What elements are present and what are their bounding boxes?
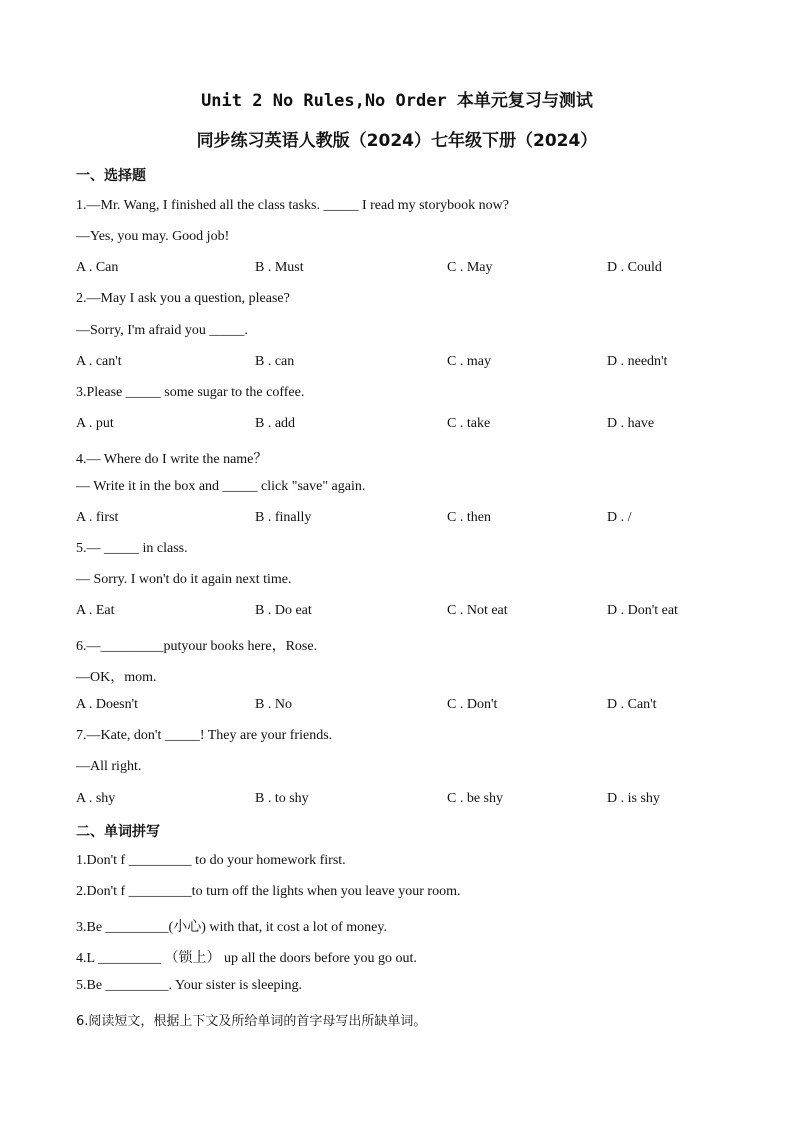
spelling-item-2: 2.Don't f _________to turn off the lights when you leave your room.: [76, 884, 461, 899]
question-3-option-c[interactable]: C . take: [447, 416, 491, 431]
question-2-reply: —Sorry, I'm afraid you _____.: [76, 323, 248, 338]
question-6-stem: 6.—_________putyour books here，Rose.: [76, 639, 318, 654]
question-6-reply: —OK，mom.: [76, 670, 157, 685]
section-heading-spelling: 二、单词拼写: [76, 824, 160, 840]
question-7-option-d[interactable]: D . is shy: [607, 791, 660, 806]
question-1-option-b[interactable]: B . Must: [255, 260, 304, 275]
question-1-option-c[interactable]: C . May: [447, 260, 493, 275]
question-7-option-c[interactable]: C . be shy: [447, 791, 503, 806]
spelling-item-1: 1.Don't f _________ to do your homework first.: [76, 853, 346, 868]
question-2-stem: 2.—May I ask you a question, please?: [76, 291, 290, 306]
question-7-option-b[interactable]: B . to shy: [255, 791, 309, 806]
question-6-option-d[interactable]: D . Can't: [607, 697, 657, 712]
question-5-reply: — Sorry. I won't do it again next time.: [76, 572, 292, 587]
spelling-item-3: 3.Be _________(小心) with that, it cost a lot of money.: [76, 920, 387, 935]
question-5-option-a[interactable]: A . Eat: [76, 603, 115, 618]
question-2-option-a[interactable]: A . can't: [76, 354, 122, 369]
question-1-option-a[interactable]: A . Can: [76, 260, 119, 275]
question-6-option-c[interactable]: C . Don't: [447, 697, 498, 712]
question-3-option-b[interactable]: B . add: [255, 416, 296, 431]
page-subtitle: 同步练习英语人教版（2024）七年级下册（2024）: [196, 131, 598, 151]
question-7-reply: —All right.: [76, 759, 142, 774]
question-6-option-a[interactable]: A . Doesn't: [76, 697, 139, 712]
question-3-option-d[interactable]: D . have: [607, 416, 655, 431]
question-6-option-b[interactable]: B . No: [255, 697, 292, 712]
spelling-item-6: 6.阅读短文，根据上下文及所给单词的首字母写出所缺单词。: [76, 1014, 427, 1029]
question-1-option-d[interactable]: D . Could: [607, 260, 662, 275]
question-3-stem: 3.Please _____ some sugar to the coffee.: [76, 385, 305, 400]
question-4-option-b[interactable]: B . finally: [255, 510, 312, 525]
page-title: Unit 2 No Rules,No Order 本单元复习与测试: [201, 91, 593, 111]
section-heading-choice: 一、选择题: [76, 168, 146, 184]
question-4-option-c[interactable]: C . then: [447, 510, 491, 525]
question-7-option-a[interactable]: A . shy: [76, 791, 116, 806]
question-4-reply: — Write it in the box and _____ click "save" again.: [76, 479, 366, 494]
question-2-option-c[interactable]: C . may: [447, 354, 491, 369]
question-5-option-b[interactable]: B . Do eat: [255, 603, 312, 618]
question-4-stem: 4.— Where do I write the name？: [76, 452, 268, 467]
spelling-item-5: 5.Be _________. Your sister is sleeping.: [76, 978, 302, 993]
question-5-stem: 5.— _____ in class.: [76, 541, 188, 556]
question-1-stem: 1.—Mr. Wang, I finished all the class tasks. _____ I read my storybook now?: [76, 198, 509, 213]
question-4-option-a[interactable]: A . first: [76, 510, 119, 525]
question-2-option-d[interactable]: D . needn't: [607, 354, 668, 369]
question-2-option-b[interactable]: B . can: [255, 354, 295, 369]
question-1-reply: —Yes, you may. Good job!: [76, 229, 230, 244]
question-5-option-d[interactable]: D . Don't eat: [607, 603, 678, 618]
question-4-option-d[interactable]: D . /: [607, 510, 632, 525]
question-5-option-c[interactable]: C . Not eat: [447, 603, 508, 618]
spelling-item-4: 4.L _________ （锁上） up all the doors before you go out.: [76, 951, 417, 966]
question-3-option-a[interactable]: A . put: [76, 416, 114, 431]
question-7-stem: 7.—Kate, don't _____! They are your friends.: [76, 728, 333, 743]
